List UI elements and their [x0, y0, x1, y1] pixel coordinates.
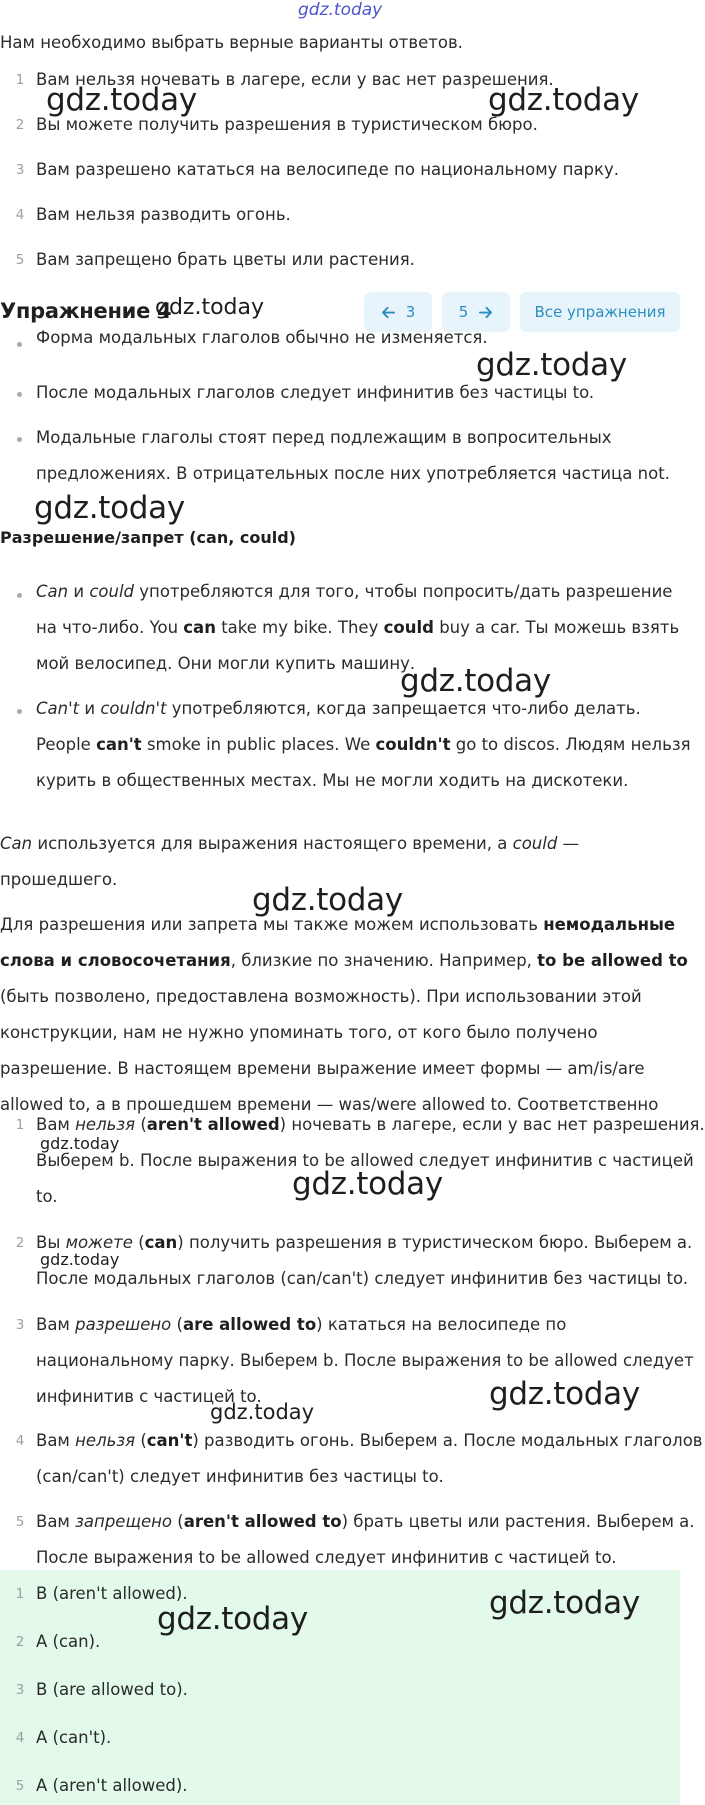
item-text: Вам нельзя ночевать в лагере, если у вас нет разрешения. — [36, 70, 554, 89]
bullet-icon — [17, 709, 22, 714]
item-text: Вам запрещено брать цветы или растения. — [36, 250, 415, 269]
item-number: 1 — [15, 1117, 25, 1133]
watermark: gdz.today — [489, 1585, 640, 1621]
item-number: 4 — [15, 1433, 25, 1449]
watermark: gdz.today — [489, 1376, 640, 1412]
item-text: Вы можете получить разрешения в туристическом бюро. — [36, 115, 538, 134]
watermark: gdz.today — [400, 663, 551, 699]
item-text: Вам разрешено кататься на велосипеде по национальному парку. — [36, 160, 619, 179]
item-number: 5 — [15, 252, 25, 268]
watermark: gdz.today — [34, 490, 185, 526]
watermark: gdz.today — [40, 1134, 120, 1153]
item-number: 2 — [15, 1634, 25, 1650]
item-number: 2 — [15, 1235, 25, 1251]
theory-bullet-3-line2: предложениях. В отрицательных после них употребляется частица not. — [36, 464, 670, 483]
theory-p2-line5: разрешение. В настоящем времени выражение имеет формы — am/is/are — [0, 1059, 645, 1078]
answer-text: B (aren't allowed). — [36, 1584, 188, 1603]
item-number: 3 — [15, 1317, 25, 1333]
theory-cant-line2: People can't smoke in public places. We couldn't go to discos. Людям нельзя — [36, 735, 691, 754]
item-number: 1 — [15, 1586, 25, 1602]
watermark: gdz.today — [488, 82, 639, 118]
item-number: 5 — [15, 1778, 25, 1794]
item-number: 5 — [15, 1514, 25, 1530]
theory-p2-line6-partial: allowed to, а в прошедшем времени — was/were allowed to. Соответственно — [0, 1095, 659, 1114]
answer-text: A (can't). — [36, 1728, 112, 1747]
explanation-line: Вам нельзя (aren't allowed) ночевать в лагере, если у вас нет разрешения. — [36, 1115, 705, 1134]
watermark-top: gdz.today — [298, 0, 383, 20]
bullet-icon — [17, 342, 22, 347]
watermark: gdz.today — [476, 347, 627, 383]
watermark: gdz.today — [157, 1601, 308, 1637]
explanation-line: После выражения to be allowed следует инфинитив с частицей to. — [36, 1548, 617, 1567]
watermark: gdz.today — [292, 1166, 443, 1202]
explanation-line: Вы можете (can) получить разрешения в туристическом бюро. Выберем a. — [36, 1233, 693, 1252]
prev-exercise-label: 3 — [405, 303, 416, 321]
theory-can-line1: Can и could употребляются для того, чтобы попросить/дать разрешение — [36, 582, 673, 601]
bullet-icon — [17, 593, 22, 598]
theory-bullet-3-line1: Модальные глаголы стоят перед подлежащим в вопросительных — [36, 428, 612, 447]
item-number: 4 — [15, 1730, 25, 1746]
bullet-icon — [17, 437, 22, 442]
item-number: 3 — [15, 162, 25, 178]
item-number: 1 — [15, 72, 25, 88]
theory-p2-line1: Для разрешения или запрета мы также можем использовать немодальные — [0, 915, 676, 934]
watermark: gdz.today — [252, 882, 403, 918]
explanation-line: to. — [36, 1187, 58, 1206]
clipped-line — [0, 1093, 680, 1114]
item-text: Вам нельзя разводить огонь. — [36, 205, 291, 224]
explanation-line: Вам разрешено (are allowed to) кататься на велосипеде по — [36, 1315, 567, 1334]
theory-can-line3: мой велосипед. Они могли купить машину. — [36, 654, 416, 673]
theory-bullet-2: После модальных глаголов следует инфинитив без частицы to. — [36, 383, 595, 402]
explanation-line: Выберем b. После выражения to be allowed следует инфинитив с частицей — [36, 1151, 694, 1170]
exercise-title: Упражнение 4 — [0, 299, 172, 323]
theory-bullet-partial: Форма модальных глаголов обычно не изменяется. — [36, 328, 488, 347]
theory-p2-line4: конструкции, нам не нужно упоминать того, от кого было получено — [0, 1023, 598, 1042]
item-number: 4 — [15, 207, 25, 223]
theory-can-line2: на что-либо. You can take my bike. They could buy a car. Ты можешь взять — [36, 618, 680, 637]
bullet-icon — [17, 392, 22, 397]
theory-cant-line3: курить в общественных местах. Мы не могли ходить на дискотеки. — [36, 771, 629, 790]
theory-subheading: Разрешение/запрет (can, could) — [0, 528, 296, 547]
theory-p2-line2: слова и словосочетания, близкие по значению. Например, to be allowed to — [0, 951, 688, 970]
explanation-line: (can/can't) следует инфинитив без частицы to. — [36, 1467, 444, 1486]
theory-p1-line2: прошедшего. — [0, 870, 118, 889]
watermark: gdz.today — [40, 1250, 120, 1269]
item-number: 2 — [15, 117, 25, 133]
answer-text: A (can). — [36, 1632, 101, 1651]
watermark: gdz.today — [155, 295, 265, 320]
next-exercise-label: 5 — [458, 303, 469, 321]
theory-p2-line3: (быть позволено, предоставлена возможность). При использовании этой — [0, 987, 642, 1006]
explanation-line: После модальных глаголов (can/can't) следует инфинитив без частицы to. — [36, 1269, 689, 1288]
explanation-line: Вам запрещено (aren't allowed to) брать цветы или растения. Выберем a. — [36, 1512, 695, 1531]
watermark: gdz.today — [210, 1400, 315, 1424]
arrow-right-icon — [478, 305, 493, 320]
answer-text: A (aren't allowed). — [36, 1776, 188, 1795]
arrow-left-icon — [381, 305, 396, 320]
explanation-line: Вам нельзя (can't) разводить огонь. Выберем a. После модальных глаголов — [36, 1431, 703, 1450]
answer-text: B (are allowed to). — [36, 1680, 188, 1699]
theory-p1-line1: Can используется для выражения настоящего времени, а could — — [0, 834, 580, 853]
task-intro: Нам необходимо выбрать верные варианты ответов. — [0, 33, 463, 52]
theory-cant-line1: Can't и couldn't употребляются, когда запрещается что-либо делать. — [36, 699, 641, 718]
explanation-line: инфинитив с частицей to. — [36, 1387, 262, 1406]
all-exercises-button[interactable]: Все упражнения — [520, 292, 680, 332]
explanation-line: национальному парку. Выберем b. После выражения to be allowed следует — [36, 1351, 694, 1370]
watermark: gdz.today — [46, 82, 197, 118]
item-number: 3 — [15, 1682, 25, 1698]
